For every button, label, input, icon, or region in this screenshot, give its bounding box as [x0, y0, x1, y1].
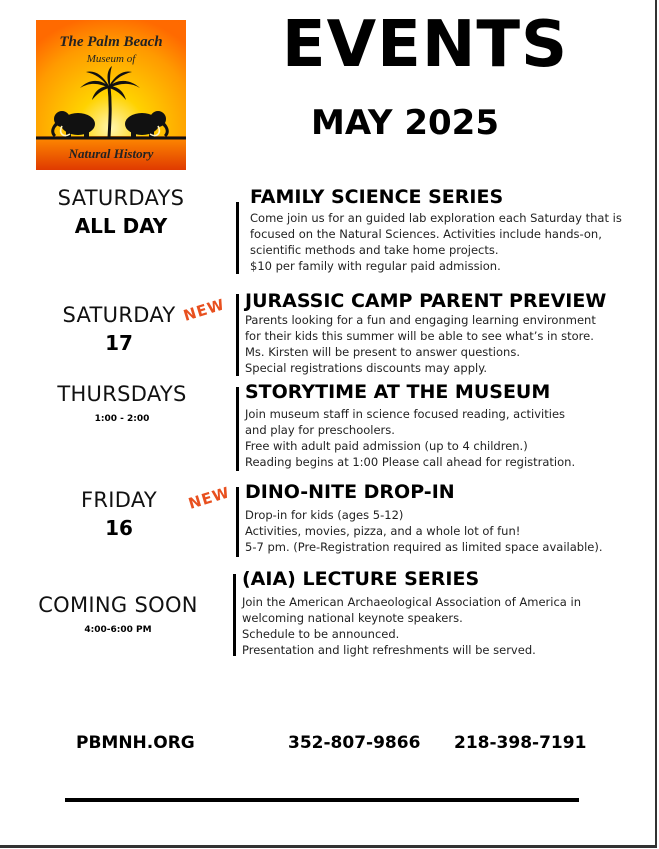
event-divider: [236, 202, 239, 274]
event-line: Presentation and light refreshments will be served.: [242, 643, 536, 657]
museum-logo: [36, 20, 186, 170]
event-line: 5-7 pm. (Pre-Registration required as limited space available).: [245, 540, 603, 554]
event-divider: [236, 387, 239, 471]
event-schedule: [28, 593, 208, 635]
new-badge: NEW: [186, 483, 233, 513]
event-time: 16: [105, 516, 133, 540]
phone-number[interactable]: 352-807-9866: [288, 733, 421, 753]
event-title: (AIA) LECTURE SERIES: [242, 568, 480, 590]
event-line: Free with adult paid admission (up to 4 children.): [245, 439, 528, 453]
event-line: scientific methods and take home projects.: [250, 243, 499, 257]
event-line: Drop-in for kids (ages 5-12): [245, 508, 404, 522]
event-jurassic-camp: [236, 290, 654, 378]
footer-divider: [65, 798, 579, 802]
event-line: Special registrations discounts may apply.: [245, 361, 488, 375]
event-line: Parents looking for a fun and engaging learning environment: [245, 313, 596, 327]
logo-artwork: [36, 20, 186, 170]
event-time: ALL DAY: [74, 214, 168, 238]
event-description: [242, 594, 581, 658]
event-day: SATURDAY: [62, 303, 176, 327]
event-line: focused on the Natural Sciences. Activities include hands-on,: [250, 227, 602, 241]
event-family-science: [236, 186, 646, 276]
event-line: and play for preschoolers.: [245, 423, 395, 437]
event-description: [250, 210, 622, 274]
event-day: SATURDAYS: [57, 186, 185, 210]
event-dino-nite: [236, 481, 646, 559]
event-day: THURSDAYS: [57, 382, 187, 406]
event-title: STORYTIME AT THE MUSEUM: [245, 381, 551, 403]
phone-number[interactable]: 218-398-7191: [454, 733, 587, 753]
event-line: Join the American Archaeological Association of America in: [242, 595, 581, 609]
new-badge: NEW: [181, 295, 228, 325]
event-line: Come join us for an guided lab exploration each Saturday that is: [250, 211, 622, 225]
event-time: 1:00 - 2:00: [94, 414, 150, 424]
event-line: Join museum staff in science focused reading, activities: [245, 407, 566, 421]
event-line: Ms. Kirsten will be present to answer questions.: [245, 345, 520, 359]
event-storytime: [236, 381, 646, 473]
event-day: FRIDAY: [80, 488, 158, 512]
event-line: Schedule to be announced.: [242, 627, 400, 641]
event-divider: [233, 574, 236, 656]
event-description: [245, 406, 575, 470]
event-description: [245, 312, 596, 376]
event-title: JURASSIC CAMP PARENT PREVIEW: [245, 290, 607, 312]
event-title: FAMILY SCIENCE SERIES: [250, 186, 504, 208]
website-link[interactable]: PBMNH.ORG: [76, 733, 195, 753]
event-day: COMING SOON: [38, 593, 198, 617]
logo-text-line1: The Palm Beach: [59, 34, 163, 50]
event-time: 4:00-6:00 PM: [84, 625, 152, 635]
event-schedule: [46, 303, 192, 355]
event-line: welcoming national keynote speakers.: [242, 611, 463, 625]
event-time: 17: [105, 331, 133, 355]
event-title: DINO-NITE DROP-IN: [245, 481, 455, 503]
event-schedule: [46, 488, 192, 540]
event-schedule: [46, 186, 196, 238]
event-line: Activities, movies, pizza, and a whole lot of fun!: [245, 524, 521, 538]
event-aia-lecture: [233, 568, 643, 658]
logo-text-line3: Natural History: [68, 146, 154, 161]
event-divider: [236, 487, 239, 557]
event-schedule: [46, 382, 198, 424]
month-heading: MAY 2025: [311, 103, 499, 143]
event-line: Reading begins at 1:00 Please call ahead for registration.: [245, 455, 576, 469]
logo-text-line2: Museum of: [86, 53, 136, 65]
event-divider: [236, 294, 239, 376]
page-title: EVENTS: [281, 8, 569, 82]
event-line: $10 per family with regular paid admission.: [250, 259, 501, 273]
event-description: [245, 507, 602, 555]
event-line: for their kids this summer will be able to see what’s in store.: [245, 329, 594, 343]
